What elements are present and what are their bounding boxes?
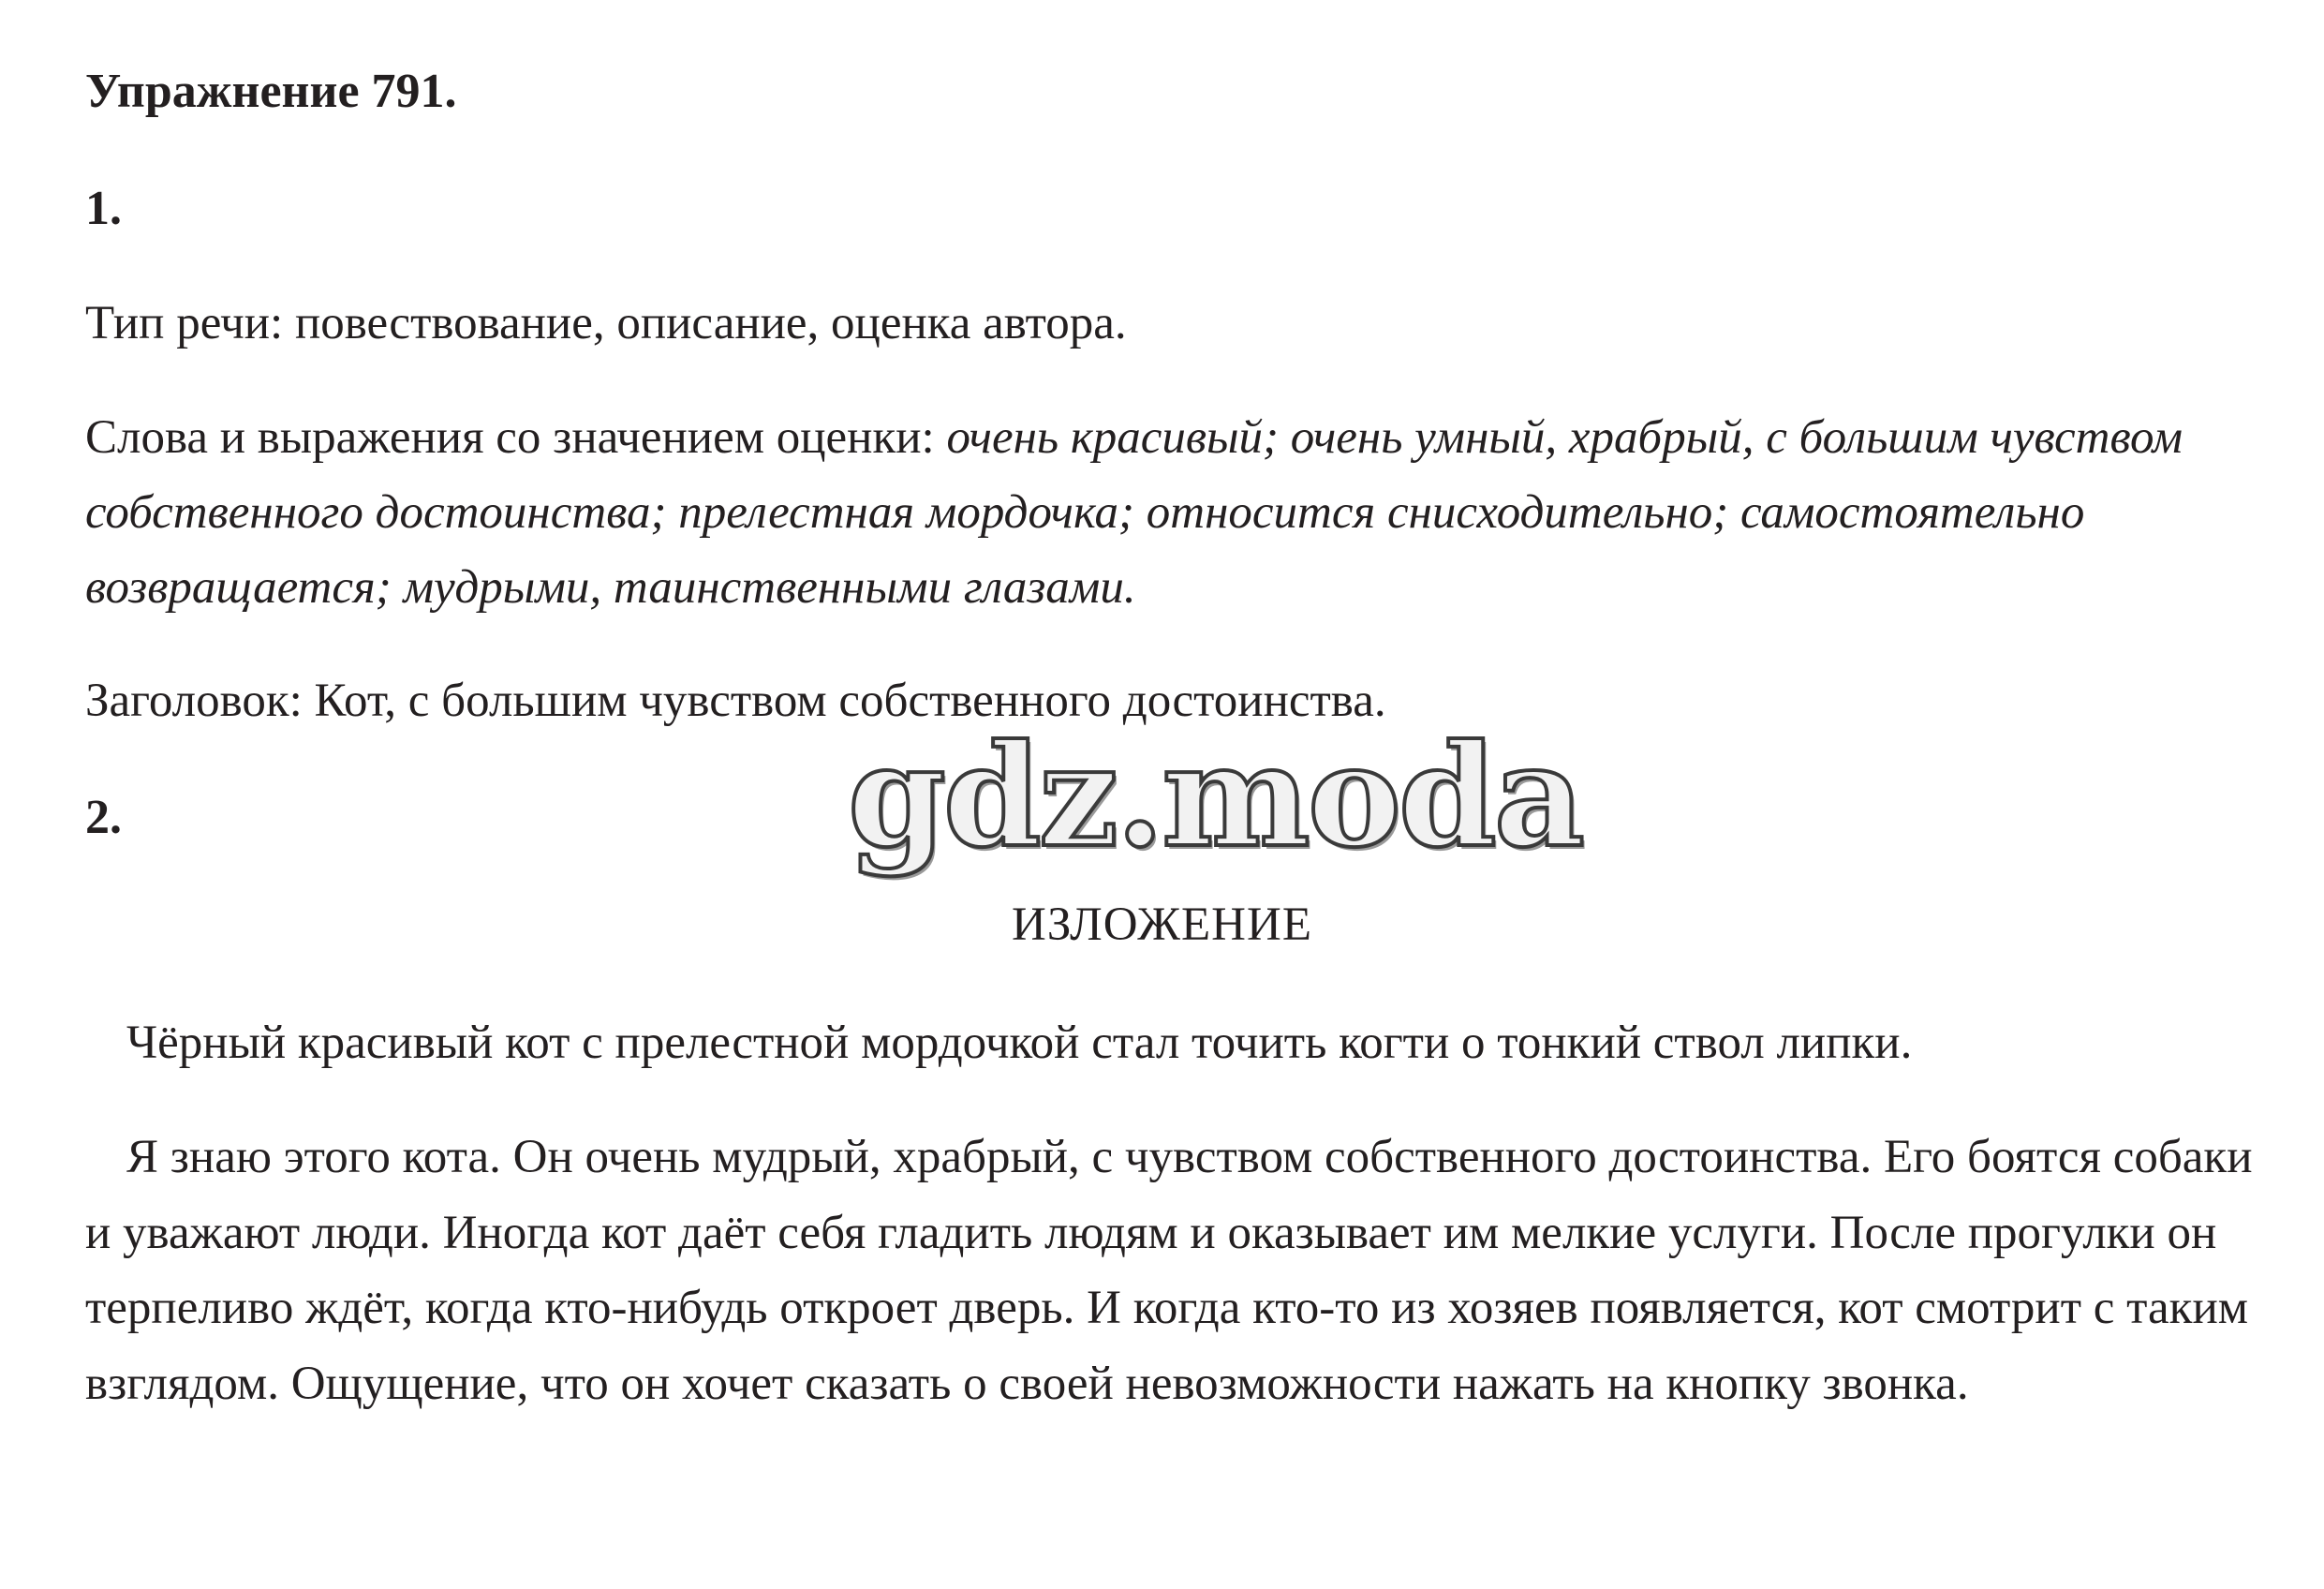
evaluation-words: очень красивый; очень умный, храбрый, с большим чувством собственного достоинства; прелестная мордочка; относится снисходительно; самостоятельно возвращается; мудрыми, таинственными глазами. <box>85 411 2183 614</box>
essay-paragraph-1: Чёрный красивый кот с прелестной мордочкой стал точить когти о тонкий ствол липки. <box>126 1017 1913 1069</box>
essay-heading: ИЗЛОЖЕНИЕ <box>1012 898 1312 951</box>
title-line: Заголовок: Кот, с большим чувством собственного достоинства. <box>85 675 1386 727</box>
essay-paragraph-2: Я знаю этого кота. Он очень мудрый, храбрый, с чувством собственного достоинства. Его боятся собаки и уважают люди. Иногда кот даёт себя гладить людям и оказывает им мелкие услуги. После прогулки он терпеливо ждёт, когда кто-нибудь откроет дверь. И когда кто-то из хозяев появляется, кот смотрит с таким взглядом. Ощущение, что он хочет сказать о своей невозможности нажать на кнопку звонка. <box>85 1131 2253 1410</box>
evaluation-paragraph <box>85 400 2258 625</box>
part-2-number: 2. <box>85 791 122 844</box>
gdz-moda-watermark-logo: gdz.moda <box>848 714 1583 879</box>
part-1-number: 1. <box>85 182 122 235</box>
evaluation-intro: Слова и выражения со значением оценки: <box>85 411 947 464</box>
exercise-title: Упражнение 791. <box>85 65 457 118</box>
speech-type-line: Тип речи: повествование, описание, оценка автора. <box>85 297 1127 349</box>
